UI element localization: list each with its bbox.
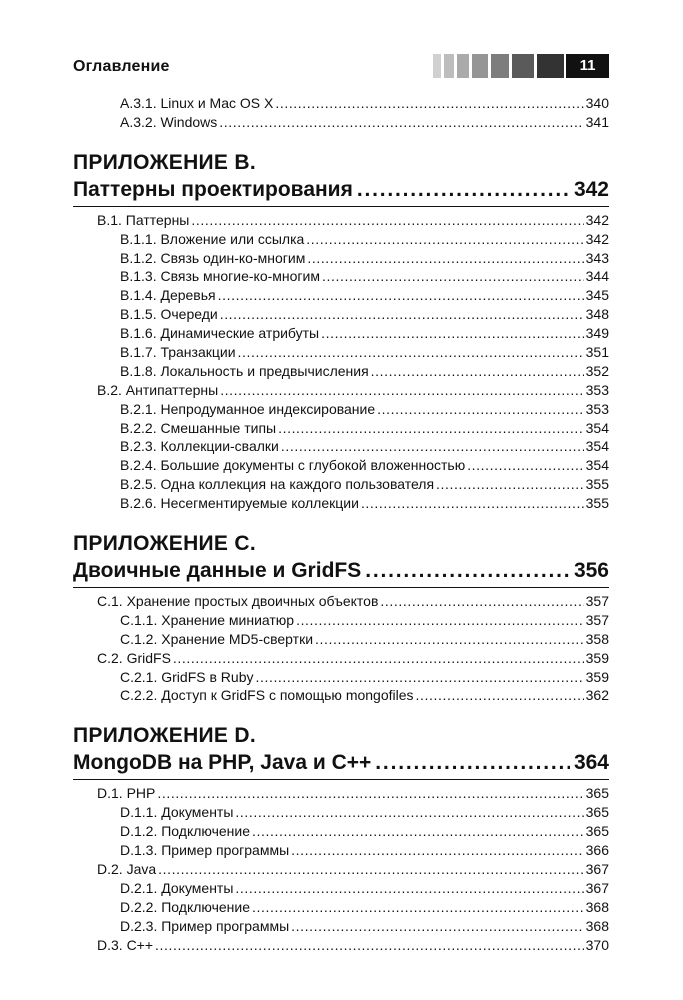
appendix-section: [73, 150, 609, 513]
toc-entry: [73, 879, 609, 898]
toc-entry: [73, 860, 609, 879]
toc-entry-page: 357: [585, 593, 609, 610]
toc-entry: [73, 267, 609, 286]
toc-entry-page: 358: [585, 630, 609, 647]
dot-leader: [377, 400, 583, 419]
dot-leader: [296, 611, 584, 630]
dot-leader: [219, 113, 583, 132]
toc-entry-page: 344: [585, 268, 609, 285]
dot-leader: [321, 324, 584, 343]
toc-entry-text: C.1. Хранение простых двоичных объектов: [97, 593, 379, 610]
dot-leader: [322, 267, 584, 286]
toc-entry-text: B.1.2. Связь один-ко-многим: [120, 249, 306, 266]
dot-leader: [357, 176, 570, 203]
dot-leader: [252, 822, 584, 841]
header-bar-block: [433, 54, 441, 78]
toc-entry-page: 342: [585, 230, 609, 247]
toc-entry-text: D.3. C++: [97, 936, 154, 953]
toc-entry-text: B.1.4. Деревья: [120, 287, 216, 304]
toc-entry: [73, 343, 609, 362]
appendix-list: [73, 150, 609, 955]
running-header-title: Оглавление: [73, 58, 170, 75]
dot-leader: [436, 475, 584, 494]
toc-entry-page: 342: [585, 211, 609, 228]
toc-entry-text: B.2.6. Несегментируемые коллекции: [120, 495, 359, 512]
toc-entry: [73, 305, 609, 324]
toc-entry-page: 352: [585, 362, 609, 379]
header-bar-block: [472, 54, 488, 78]
toc-entry-page: 341: [585, 113, 609, 130]
dot-leader: [275, 94, 583, 113]
dot-leader: [361, 494, 584, 513]
toc-entry-text: D.1. PHP: [97, 785, 156, 802]
toc-entry-text: C.2. GridFS: [97, 649, 171, 666]
toc-entry-text: B.1.3. Связь многие-ко-многим: [120, 268, 320, 285]
dot-leader: [365, 557, 570, 584]
dot-leader: [158, 860, 584, 879]
dot-leader: [220, 381, 583, 400]
header-bar-block: [512, 54, 534, 78]
toc-entry-page: 349: [585, 325, 609, 342]
toc-entry: [73, 381, 609, 400]
appendix-page: 342: [573, 177, 609, 201]
dot-leader: [278, 419, 584, 438]
toc-entry-text: D.2.1. Документы: [120, 879, 234, 896]
header-bar-block: [444, 54, 454, 78]
toc-entry-text: D.1.1. Документы: [120, 804, 234, 821]
toc-entry-text: B.1.1. Вложение или ссылка: [120, 230, 305, 247]
appendix-title-row: [73, 176, 609, 207]
header-bar-block: [491, 54, 509, 78]
toc-entry-text: B.2.3. Коллекции-свалки: [120, 438, 279, 455]
toc-entry-text: D.2.3. Пример программы: [120, 917, 290, 934]
appendix-title: Двоичные данные и GridFS: [73, 559, 362, 583]
appendix-title-row: [73, 557, 609, 588]
dot-leader: [306, 230, 583, 249]
toc-entry-text: D.2.2. Подключение: [120, 898, 251, 915]
header-bar-block: [457, 54, 469, 78]
toc-entry-text: B.2.5. Одна коллекция на каждого пользователя: [120, 476, 435, 493]
toc-entry: [73, 400, 609, 419]
toc-entry-page: 354: [585, 438, 609, 455]
toc-entry-page: 365: [585, 804, 609, 821]
toc-entry-page: 365: [585, 823, 609, 840]
toc-entry-page: 368: [585, 898, 609, 915]
toc-entry-text: B.1. Паттерны: [97, 211, 190, 228]
toc-entry-text: B.1.8. Локальность и предвычисления: [120, 362, 369, 379]
toc-entry: [73, 822, 609, 841]
toc-entry-text: D.1.2. Подключение: [120, 823, 251, 840]
toc-entry-page: 359: [585, 668, 609, 685]
appendix-title: MongoDB на PHP, Java и C++: [73, 751, 372, 775]
toc-entry: [73, 419, 609, 438]
toc-entry: [73, 898, 609, 917]
toc-entry-text: B.2.4. Большие документы с глубокой вложенностью: [120, 457, 466, 474]
toc-entry-text: B.1.5. Очереди: [120, 306, 218, 323]
toc-entry: [73, 249, 609, 268]
toc-entry: [73, 475, 609, 494]
toc-entry: [73, 611, 609, 630]
dot-leader: [315, 630, 584, 649]
dot-leader: [291, 841, 583, 860]
toc-entry-page: 365: [585, 785, 609, 802]
appendix-section: [73, 723, 609, 954]
page-number: 11: [566, 54, 609, 78]
dot-leader: [307, 249, 583, 268]
appendix-section: [73, 531, 609, 705]
toc-entry-text: C.1.1. Хранение миниатюр: [120, 611, 295, 628]
toc-entry-text: A.3.2. Windows: [120, 113, 218, 130]
toc-entry-page: 367: [585, 879, 609, 896]
appendix-page: 364: [573, 751, 609, 775]
toc-entry: [73, 494, 609, 513]
top-entries: [73, 94, 609, 132]
dot-leader: [380, 592, 583, 611]
header-gradient-bar: [433, 54, 567, 78]
toc-entry-page: 353: [585, 400, 609, 417]
toc-entry-text: B.2.1. Непродуманное индексирование: [120, 400, 376, 417]
toc-entry-page: 340: [585, 95, 609, 111]
toc-entry-page: 343: [585, 249, 609, 266]
dot-leader: [291, 917, 583, 936]
dot-leader: [255, 668, 583, 687]
appendix-title-row: [73, 749, 609, 780]
toc-entry-text: B.1.7. Транзакции: [120, 344, 236, 361]
dot-leader: [375, 749, 570, 776]
toc-entry-text: C.2.2. Доступ к GridFS с помощью mongofiles: [120, 687, 414, 704]
toc-entry-text: C.2.1. GridFS в Ruby: [120, 668, 254, 685]
dot-leader: [238, 343, 584, 362]
toc-entry-text: B.1.6. Динамические атрибуты: [120, 325, 320, 342]
toc-entry-text: D.2. Java: [97, 860, 157, 877]
dot-leader: [371, 362, 584, 381]
toc-entry-text: B.2. Антипаттерны: [97, 381, 219, 398]
dot-leader: [191, 211, 583, 230]
toc-entry: [73, 649, 609, 668]
toc-entry: [73, 592, 609, 611]
toc-entry: [73, 113, 609, 132]
toc-entry-page: 354: [585, 419, 609, 436]
toc-entry: [73, 803, 609, 822]
toc-entry-page: 367: [585, 860, 609, 877]
dot-leader: [218, 286, 584, 305]
toc-entry-page: 370: [585, 936, 609, 953]
dot-leader: [157, 784, 583, 803]
toc-entry-text: A.3.1. Linux и Mac OS X: [120, 95, 274, 111]
toc-entry: [73, 94, 609, 113]
dot-leader: [173, 649, 584, 668]
dot-leader: [252, 898, 584, 917]
toc-entry: [73, 784, 609, 803]
toc-entry: [73, 362, 609, 381]
toc-entry-page: 353: [585, 381, 609, 398]
dot-leader: [416, 686, 584, 705]
dot-leader: [235, 803, 583, 822]
toc-entry: [73, 230, 609, 249]
toc-entry-text: B.2.2. Смешанные типы: [120, 419, 277, 436]
toc-entry-page: 351: [585, 344, 609, 361]
toc-content: [73, 94, 609, 954]
dot-leader: [281, 437, 584, 456]
dot-leader: [220, 305, 584, 324]
toc-entry-page: 357: [585, 611, 609, 628]
toc-entry-page: 355: [585, 495, 609, 512]
appendix-label: ПРИЛОЖЕНИЕ C.: [73, 532, 256, 556]
toc-entry-text: D.1.3. Пример программы: [120, 842, 290, 859]
toc-entry-page: 368: [585, 917, 609, 934]
toc-entry: [73, 841, 609, 860]
toc-entry-page: 359: [585, 649, 609, 666]
appendix-label: ПРИЛОЖЕНИЕ D.: [73, 724, 256, 748]
header-bar-block: [537, 54, 564, 78]
toc-entry: [73, 437, 609, 456]
dot-leader: [235, 879, 583, 898]
toc-entry-page: 366: [585, 842, 609, 859]
toc-entry: [73, 630, 609, 649]
appendix-page: 356: [573, 559, 609, 583]
toc-entry: [73, 324, 609, 343]
toc-entry: [73, 686, 609, 705]
toc-entry: [73, 917, 609, 936]
toc-entry-page: 362: [585, 687, 609, 704]
toc-entry: [73, 668, 609, 687]
dot-leader: [155, 936, 584, 955]
toc-entry: [73, 456, 609, 475]
toc-entry: [73, 286, 609, 305]
appendix-label: ПРИЛОЖЕНИЕ B.: [73, 150, 256, 174]
toc-entry-text: C.1.2. Хранение MD5-свертки: [120, 630, 314, 647]
toc-entry-page: 345: [585, 287, 609, 304]
toc-entry-page: 355: [585, 476, 609, 493]
toc-entry: [73, 211, 609, 230]
toc-entry-page: 348: [585, 306, 609, 323]
toc-entry: [73, 936, 609, 955]
dot-leader: [467, 456, 583, 475]
toc-entry-page: 354: [585, 457, 609, 474]
appendix-title: Паттерны проектирования: [73, 177, 353, 201]
